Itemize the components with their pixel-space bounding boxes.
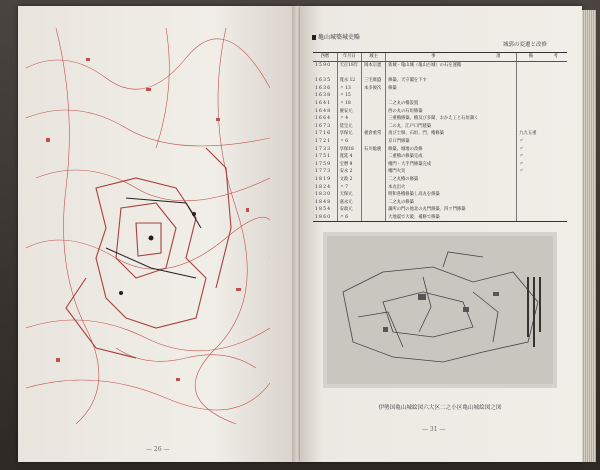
table-cell: 〃 15 [337, 92, 361, 100]
table-cell: 1 7 7 3 [315, 169, 331, 175]
table-row [313, 199, 567, 207]
table-cell: 〃 7 [337, 184, 361, 192]
table-cell [362, 168, 386, 176]
table-row [313, 85, 567, 93]
table-row [313, 184, 567, 192]
table-cell: 1 6 3 5 [315, 78, 331, 84]
table-row [313, 214, 567, 222]
chronology-table [313, 52, 567, 222]
table-cell [362, 214, 386, 222]
table-cell: 本丸出火 [386, 184, 481, 192]
table-row [313, 206, 567, 214]
table-cell [544, 199, 567, 207]
table-cell [313, 70, 337, 78]
table-cell [480, 184, 516, 192]
table-cell [480, 146, 516, 154]
table-row [313, 100, 567, 108]
table-cell [517, 206, 545, 214]
table-cell: 二之丸の櫓設置 [386, 100, 481, 108]
table-cell: 1 8 3 0 [315, 192, 331, 198]
header-cell: 項 [480, 53, 516, 62]
table-cell [480, 92, 516, 100]
table-row [313, 146, 567, 154]
table-cell [517, 199, 545, 207]
table-cell [544, 153, 567, 161]
table-cell [517, 77, 545, 85]
table-cell: 1 6 3 8 [315, 93, 331, 99]
table-cell: 1 5 9 0 [315, 63, 331, 68]
table-cell [517, 85, 545, 93]
table-cell: 1 6 3 6 [315, 85, 331, 91]
table-cell [480, 130, 516, 138]
section-title [312, 32, 360, 41]
table-cell: 再び土塀、石垣、門、櫓修築 [386, 130, 481, 138]
table-row [313, 153, 567, 161]
table-cell: 修築。天守閣を下す [386, 77, 481, 85]
table-row [313, 108, 567, 116]
table-cell [480, 62, 516, 70]
table-cell [544, 100, 567, 108]
table-cell: 宝暦 9 [337, 161, 361, 169]
table-cell [517, 191, 545, 199]
table-cell [362, 92, 386, 100]
table-cell [362, 100, 386, 108]
table-cell [480, 176, 516, 184]
historical-castle-plan-photo [323, 232, 557, 388]
table-header-row [313, 53, 567, 62]
table-cell: 1 8 4 8 [315, 199, 331, 205]
table-cell: 1 7 5 9 [315, 161, 331, 167]
table-cell: 〃 [517, 168, 545, 176]
table-cell: 嘉永元 [337, 199, 361, 207]
table-cell: 大地震で大破、補修で修築 [386, 214, 481, 222]
table-cell [362, 199, 386, 207]
table-cell: 1 8 1 9 [315, 176, 331, 182]
table-row [313, 161, 567, 169]
header-cell: 城主 [362, 53, 386, 62]
table-cell [480, 153, 516, 161]
table-cell [544, 176, 567, 184]
table-cell: 1 6 4 8 [315, 108, 331, 114]
table-row [313, 168, 567, 176]
table-cell: 1 8 2 4 [315, 184, 331, 190]
table-cell [362, 184, 386, 192]
table-cell: 九九五重 [517, 130, 545, 138]
table-cell [517, 214, 545, 222]
table-cell [362, 108, 386, 116]
table-cell [480, 138, 516, 146]
castle-town-map [26, 28, 270, 424]
table-cell: 1 6 6 4 [315, 116, 331, 122]
table-cell: 本多俊次 [362, 85, 386, 93]
table-row [313, 70, 567, 78]
table-title: 城郭の変遷と改修 [503, 42, 548, 48]
table-row [313, 62, 567, 70]
header-cell: 備 [517, 53, 545, 62]
table-cell [544, 62, 567, 70]
table-cell: 藩所の門の他北の丸門修築、四ツ門修築 [386, 206, 481, 214]
table-cell: 延宝元 [337, 123, 361, 131]
left-page-number: — 26 — [146, 446, 170, 453]
section-title-text: 亀山城築城史略 [318, 34, 361, 41]
table-cell [480, 191, 516, 199]
right-page-number: — 31 — [422, 426, 446, 433]
table-cell: 櫓門火災 [386, 168, 481, 176]
table-cell: 1 7 1 6 [315, 131, 331, 137]
table-cell [544, 138, 567, 146]
table-cell: 安永 2 [337, 168, 361, 176]
header-cell: 年月日 [337, 53, 361, 62]
table-cell [386, 70, 481, 78]
table-cell: 1 8 5 4 [315, 207, 331, 213]
photo-caption: 伊勢国亀山城絵図六大区二之小区亀山城絵図之図 [378, 405, 502, 411]
table-row [313, 176, 567, 184]
table-cell [517, 62, 545, 70]
table-cell [544, 77, 567, 85]
table-cell [544, 70, 567, 78]
table-cell [517, 70, 545, 78]
table-cell: 新城・亀山城（亀山古城）の石を運搬 [386, 62, 481, 70]
table-cell: 修築。城地の改修 [386, 146, 481, 154]
table-cell [480, 161, 516, 169]
table-cell [480, 85, 516, 93]
table-cell: 明和各櫓修築し高丸を修築 [386, 191, 481, 199]
table-row [313, 191, 567, 199]
table-cell: 修築 [386, 85, 481, 93]
table-cell [544, 85, 567, 93]
table-cell: 〃 [517, 161, 545, 169]
table-cell [362, 161, 386, 169]
table-cell: 文政 2 [337, 176, 361, 184]
table-cell: 1 6 4 1 [315, 100, 331, 106]
table-cell: 享保18 [337, 146, 361, 154]
table-cell: 〃 [517, 153, 545, 161]
table-cell [544, 130, 567, 138]
castle-plan-drawing [323, 232, 557, 388]
table-cell [362, 176, 386, 184]
table-cell [544, 92, 567, 100]
table-cell: 三重櫓修築。櫓及び多聞、おかえ工と石垣調く [386, 115, 481, 123]
table-cell: 1 7 5 1 [315, 154, 331, 160]
table-row [313, 92, 567, 100]
table-cell: 享保元 [337, 130, 361, 138]
table-cell: 1 8 6 0 [313, 214, 337, 222]
table-cell [544, 123, 567, 131]
left-page [18, 6, 296, 462]
table-cell [480, 108, 516, 116]
table-cell: 二之丸櫓の修築 [386, 176, 481, 184]
table-row [313, 138, 567, 146]
table-cell [362, 138, 386, 146]
table-cell [386, 92, 481, 100]
table-cell [480, 70, 516, 78]
table-cell [544, 146, 567, 154]
table-cell [480, 206, 516, 214]
table-cell [544, 214, 567, 222]
table-cell: 櫓門・大手門修築完成 [386, 161, 481, 169]
table-cell [544, 184, 567, 192]
table-cell [362, 123, 386, 131]
table-cell: 1 7 2 1 [315, 138, 331, 144]
table-cell [480, 123, 516, 131]
table-cell [362, 153, 386, 161]
table-cell [544, 161, 567, 169]
table-cell: 三宅康盛 [362, 77, 386, 85]
table-cell [480, 214, 516, 222]
table-cell [362, 191, 386, 199]
table-row [313, 115, 567, 123]
table-cell [362, 206, 386, 214]
header-cell: 考 [544, 53, 567, 62]
table-cell: 二之丸の修築 [386, 199, 481, 207]
header-cell: 事 [386, 53, 481, 62]
table-cell [362, 115, 386, 123]
table-cell [517, 108, 545, 116]
table-cell: 〃 6 [337, 138, 361, 146]
table-cell: 寛永 12 [337, 77, 361, 85]
table-row [313, 77, 567, 85]
table-cell: 1 6 7 3 [315, 123, 331, 129]
table-cell [480, 115, 516, 123]
table-cell: 二重櫓の修築完成 [386, 153, 481, 161]
header-cell: 西暦 [313, 53, 337, 62]
table-cell [517, 115, 545, 123]
table-cell [544, 168, 567, 176]
table-cell [517, 123, 545, 131]
table-cell: 〃 4 [337, 115, 361, 123]
table-cell: 二の丸、江戸口門建築 [386, 123, 481, 131]
table-cell: 1 7 3 3 [315, 146, 331, 152]
table-cell: 〃 [517, 146, 545, 154]
table-cell [544, 191, 567, 199]
table-row [313, 130, 567, 138]
table-cell [480, 168, 516, 176]
table-cell: 天正18年 [337, 62, 361, 70]
table-cell [480, 77, 516, 85]
table-cell [517, 184, 545, 192]
table-cell [517, 100, 545, 108]
table-cell: 〃 18 [337, 100, 361, 108]
table-cell [544, 108, 567, 116]
table-cell [544, 206, 567, 214]
page-edges [582, 10, 596, 462]
table-cell [337, 70, 361, 78]
table-cell: 京口門修築 [386, 138, 481, 146]
table-cell [517, 92, 545, 100]
table-cell: 寛延 4 [337, 153, 361, 161]
table-cell [517, 176, 545, 184]
table-cell: 天保元 [337, 191, 361, 199]
table-cell [480, 100, 516, 108]
table-cell: 西の丸の石垣修築 [386, 108, 481, 116]
table-cell: 安政元 [337, 206, 361, 214]
table-cell: 石川総慶 [362, 146, 386, 154]
table-cell: 〃 6 [337, 214, 361, 222]
table-cell: 慶安元 [337, 108, 361, 116]
table-cell [480, 199, 516, 207]
table-cell: 板倉重常 [362, 130, 386, 138]
table-cell [362, 70, 386, 78]
table-cell: 〃 [517, 138, 545, 146]
section-marker-icon [312, 35, 316, 40]
table-cell: 岡本宗憲 [362, 62, 386, 70]
table-cell [544, 115, 567, 123]
table-cell: 〃 13 [337, 85, 361, 93]
table-row [313, 123, 567, 131]
